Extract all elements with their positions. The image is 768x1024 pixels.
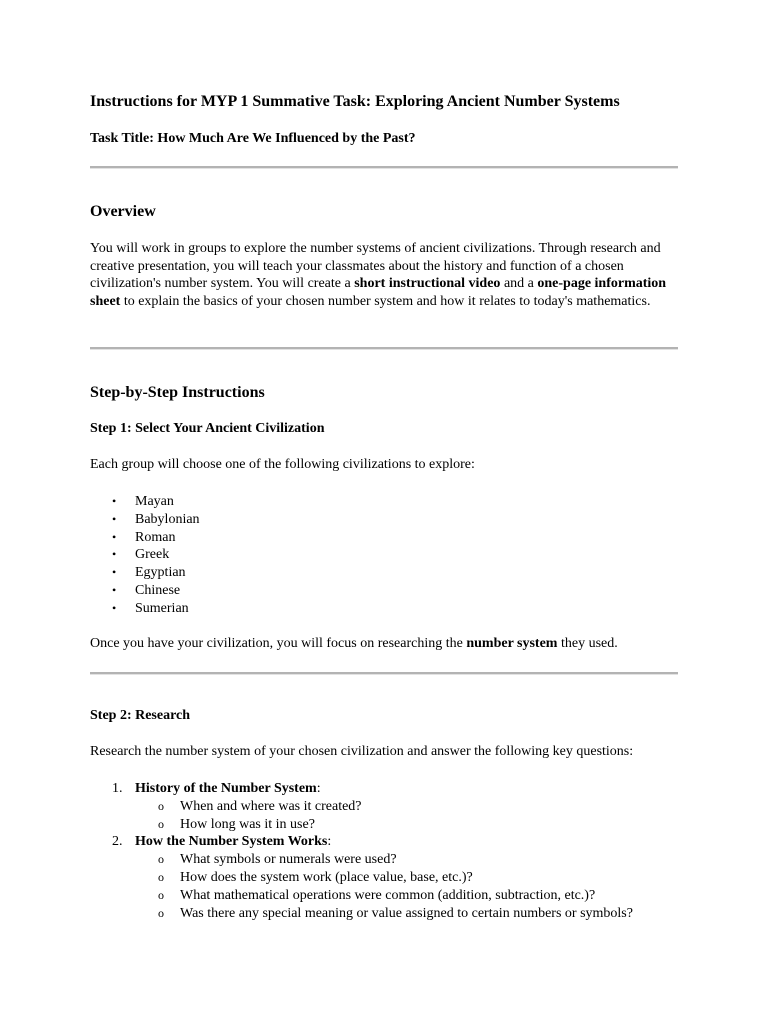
bullet-icon: • [112, 547, 117, 562]
question-title-wrapper [135, 780, 321, 798]
overview-text-2: and a [500, 276, 538, 292]
civilization-name: Mayan [135, 494, 174, 509]
horizontal-rule [90, 166, 678, 169]
list-item [90, 546, 200, 564]
step2-heading: Step 2: Research [90, 708, 191, 723]
list-item [90, 511, 200, 529]
question-text: Was there any special meaning or value assigned to certain numbers or symbols? [180, 905, 633, 921]
horizontal-rule [90, 672, 678, 675]
civilization-name: Roman [135, 529, 176, 545]
sub-list-item [90, 869, 678, 887]
question-title-suffix: : [327, 834, 332, 850]
step1-closing-bold: number system [466, 636, 558, 651]
bullet-icon: • [112, 494, 117, 508]
circle-bullet-icon: o [158, 905, 164, 920]
question-title: History of the Number System [135, 781, 317, 796]
list-item [90, 600, 200, 618]
civilization-name: Sumerian [135, 600, 189, 616]
overview-heading: Overview [90, 203, 156, 220]
civilization-name: Chinese [135, 582, 181, 598]
overview-text-3: to explain the basics of your chosen number system and how it relates to today's mathematics. [120, 293, 651, 309]
question-title-wrapper [135, 833, 331, 851]
bullet-icon: • [112, 529, 117, 544]
overview-bold-video: short instructional video [354, 276, 501, 292]
question-title-suffix: : [316, 781, 321, 796]
circle-bullet-icon: o [158, 798, 164, 813]
civilization-name: Greek [135, 547, 170, 563]
sub-list-item [90, 887, 678, 905]
question-text: What mathematical operations were common (addition, subtraction, etc.)? [180, 887, 596, 903]
document-title: Instructions for MYP 1 Summative Task: Exploring Ancient Number Systems [90, 93, 620, 110]
question-text: When and where was it created? [180, 798, 362, 814]
circle-bullet-icon: o [158, 869, 164, 884]
step1-closing-text-1: Once you have your civilization, you will focus on researching the [90, 636, 467, 651]
circle-bullet-icon: o [158, 816, 164, 831]
list-number: 1. [112, 781, 123, 796]
civilization-name: Egyptian [135, 565, 186, 581]
circle-bullet-icon: o [158, 887, 164, 902]
question-text: How long was it in use? [180, 816, 315, 832]
sub-list-item [90, 905, 678, 923]
civilization-name: Babylonian [135, 511, 200, 527]
bullet-icon: • [112, 511, 117, 526]
overview-bold-sheet: one-page information sheet [90, 276, 667, 309]
step1-closing-text-2: they used. [557, 636, 618, 651]
list-item [90, 564, 200, 582]
step1-heading: Step 1: Select Your Ancient Civilization [90, 421, 325, 436]
step2-intro: Research the number system of your chosen civilization and answer the following key questions: [90, 744, 634, 759]
step1-closing [90, 636, 618, 652]
question-text: How does the system work (place value, base, etc.)? [180, 869, 473, 885]
list-item [90, 582, 200, 600]
task-title: Task Title: How Much Are We Influenced by the Past? [90, 131, 416, 146]
question-title: How the Number System Works [135, 834, 328, 850]
overview-text-1: You will work in groups to explore the number systems of ancient civilizations. Through research and creative presentation, you will teach your classmates about the history and function of a chosen civilization's number system. You will create a [90, 241, 661, 292]
sub-list-item [90, 816, 678, 834]
sub-list-item [90, 851, 678, 869]
research-question-list [90, 780, 678, 922]
list-item [90, 780, 678, 798]
question-text: What symbols or numerals were used? [180, 852, 397, 868]
bullet-icon: • [112, 600, 117, 615]
horizontal-rule [90, 347, 678, 350]
list-item [90, 493, 200, 511]
circle-bullet-icon: o [158, 852, 164, 867]
list-item [90, 833, 678, 851]
list-number: 2. [112, 834, 123, 850]
overview-paragraph [90, 240, 678, 310]
bullet-icon: • [112, 565, 117, 580]
civilization-list [90, 493, 200, 618]
list-item [90, 529, 200, 547]
sub-list-item [90, 798, 678, 816]
steps-heading: Step-by-Step Instructions [90, 384, 265, 401]
step1-intro: Each group will choose one of the following civilizations to explore: [90, 457, 475, 472]
bullet-icon: • [112, 582, 117, 597]
